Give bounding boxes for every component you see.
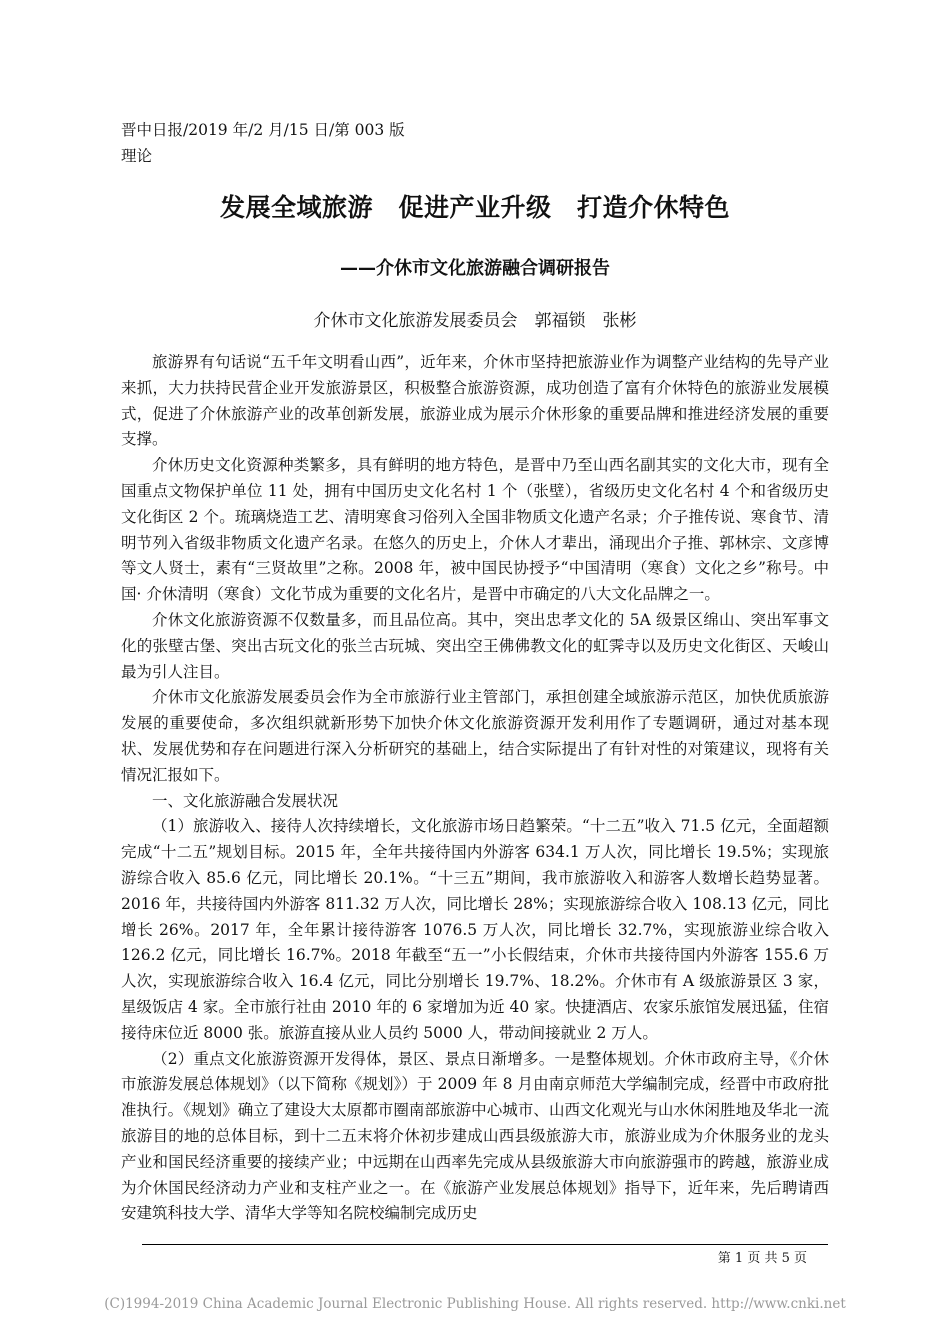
paragraph: 介休文化旅游资源不仅数量多，而且品位高。其中，突出忠孝文化的 5A 级景区绵山、突出军事文化的张壁古堡、突出古玩文化的张兰古玩城、突出空王佛佛教文化的虹霁寺以及历史文化街区、天峻山最为引人注目。 (121, 610, 829, 681)
copyright-footer: (C)1994-2019 China Academic Journal Electronic Publishing House. All rights reserved. http://www.cnki.net (104, 1296, 846, 1312)
paragraph: （2）重点文化旅游资源开发得体，景区、景点日渐增多。一是整体规划。介休市政府主导，《介休市旅游发展总体规划》（以下简称《规划》）于 2009 年 8 月由南京师范大学编制完成，经晋中市政府批准执行。《规划》确立了建设大太原都市圈南部旅游中心城市、山西文化观光与山水休闲胜地及华北一流旅游目的地的总体目标，到十二五末将介休初步建成山西县级旅游大市，旅游业成为介休服务业的龙头产业和国民经济重要的接续产业；中远期在山西率先完成从县级旅游大市向旅游强市的跨越，旅游业成为介休国民经济动力产业和支柱产业之一。在《旅游产业发展总体规划》指导下，近年来，先后聘请西安建筑科技大学、清华大学等知名院校编制完成历史 (121, 1049, 829, 1223)
page-number: 第 1 页 共 5 页 (717, 1251, 807, 1266)
paragraph: 介休市文化旅游发展委员会作为全市旅游行业主管部门，承担创建全域旅游示范区，加快优质旅游发展的重要使命，多次组织就新形势下加快介休文化旅游资源开发利用作了专题调研，通过对基本现状、发展优势和存在问题进行深入分析研究的基础上，结合实际提出了有针对性的对策建议，现将有关情况汇报如下。 (121, 688, 829, 784)
paragraph: 旅游界有句话说“五千年文明看山西”，近年来，介休市坚持把旅游业作为调整产业结构的先导产业来抓，大力扶持民营企业开发旅游景区，积极整合旅游资源，成功创造了富有介休特色的旅游业发展模式，促进了介休旅游产业的改革创新发展，旅游业成为展示介休形象的重要品牌和推进经济发展的重要支撑。 (121, 353, 829, 449)
document-header (121, 117, 405, 169)
article-title: 发展全域旅游 促进产业升级 打造介休特色 (219, 193, 730, 222)
paragraph: 介休历史文化资源种类繁多，具有鲜明的地方特色，是晋中乃至山西名副其实的文化大市，现有全国重点文物保护单位 11 处，拥有中国历史文化名村 1 个（张壁），省级历史文化名村 4 个和省级历史文化街区 2 个。琉璃烧造工艺、清明寒食习俗列入全国非物质文化遗产名录；介子推传说、寒食节、清明节列入省级非物质文化遗产名录。在悠久的历史上，介休人才辈出，涌现出介子推、郭林宗、文彦博等文人贤士，素有“三贤故里”之称。2008 年，被中国民协授予“中国清明（寒食）文化之乡”称号。中国· 介休清明（寒食）文化节成为重要的文化名片，是晋中市确定的八大文化品牌之一。 (121, 456, 829, 604)
article-body (121, 350, 829, 1227)
article-subtitle: ——介休市文化旅游融合调研报告 (340, 258, 610, 279)
article-authors: 介休市文化旅游发展委员会 郭福锁 张彬 (313, 311, 637, 331)
section-label: 理论 (121, 147, 153, 165)
paragraph: （1）旅游收入、接待人次持续增长，文化旅游市场日趋繁荣。“十二五”收入 71.5 亿元，全面超额完成“十二五”规划目标。2015 年，全年共接待国内外游客 634.1 万人次，同比增长 19.5%；实现旅游综合收入 85.6 亿元，同比增长 20.1%。“十三五”期间，我市旅游收入和游客人数增长趋势显著。2016 年，共接待国内外游客 811.32 万人次，同比增长 28%；实现旅游综合收入 108.13 亿元，同比增长 26%。2017 年，全年累计接待游客 1076.5 万人次，同比增长 32.7%，实现旅游业综合收入 126.2 亿元，同比增长 16.7%。2018 年截至“五一”小长假结束，介休市共接待国内外游客 155.6 万人次，实现旅游综合收入 16.4 亿元，同比分别增长 19.7%、18.2%。介休市有 A 级旅游景区 3 家，星级饭店 4 家。全市旅行社由 2010 年的 6 家增加为近 40 家。快捷酒店、农家乐旅馆发展迅猛，住宿接待床位近 8000 张。旅游直接从业人员约 5000 人，带动间接就业 2 万人。 (121, 817, 829, 1042)
section-heading: 一、文化旅游融合发展状况 (152, 791, 339, 810)
source-line: 晋中日报/2019 年/2 月/15 日/第 003 版 (121, 121, 405, 139)
footer-divider (142, 1244, 828, 1245)
